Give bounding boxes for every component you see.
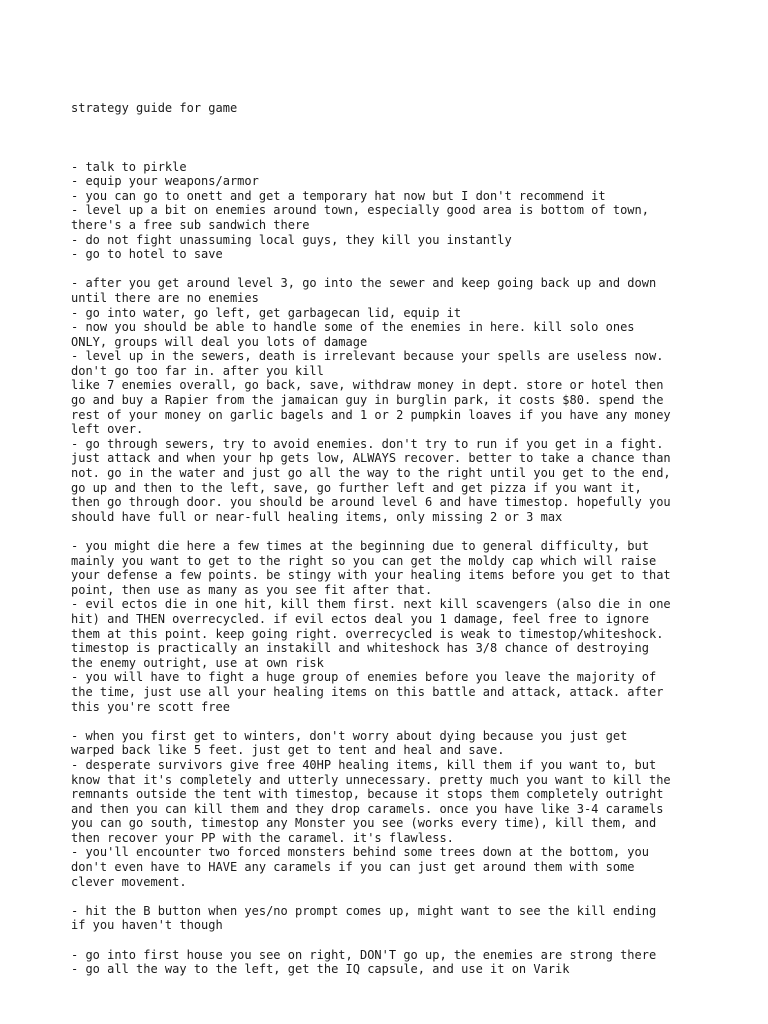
text-line: then recover your PP with the caramel. it's flawless. xyxy=(71,830,454,845)
text-line: warped back like 5 feet. just get to tent and heal and save. xyxy=(71,743,505,758)
text-line: clever movement. xyxy=(71,874,187,889)
text-line: just attack and when your hp gets low, ALWAYS recover. better to take a chance than xyxy=(71,451,671,466)
text-line: point, then use as many as you see fit after that. xyxy=(71,582,433,597)
text-line: don't go too far in. after you kill xyxy=(71,363,324,378)
text-line: - go through sewers, try to avoid enemies. don't try to run if you get in a fight. xyxy=(71,436,664,451)
guide-paragraphs xyxy=(71,160,711,977)
text-line: ONLY, groups will deal you lots of damage xyxy=(71,334,368,349)
text-line: - you can go to onett and get a temporary hat now but I don't recommend it xyxy=(71,188,606,203)
text-line: - do not fight unassuming local guys, they kill you instantly xyxy=(71,232,512,247)
text-line: them at this point. keep going right. overrecycled is weak to timestop/whiteshock. xyxy=(71,626,664,641)
guide-paragraph xyxy=(71,276,711,524)
text-line: rest of your money on garlic bagels and 1 or 2 pumpkin loaves if you have any money xyxy=(71,407,671,422)
text-line: if you haven't though xyxy=(71,918,223,933)
text-line: your defense a few points. be stingy with your healing items before you get to that xyxy=(71,568,671,583)
text-line: - after you get around level 3, go into the sewer and keep going back up and down xyxy=(71,276,657,291)
text-line: - go into water, go left, get garbagecan lid, equip it xyxy=(71,305,462,320)
text-line: - you might die here a few times at the beginning due to general difficulty, but xyxy=(71,539,649,553)
text-line: the enemy outright, use at own risk xyxy=(71,655,324,670)
text-line: there's a free sub sandwich there xyxy=(71,217,310,232)
text-line: - level up a bit on enemies around town, especially good area is bottom of town, xyxy=(71,203,649,218)
guide-paragraph xyxy=(71,904,711,933)
guide-paragraph xyxy=(71,539,711,714)
document-title: strategy guide for game xyxy=(71,101,238,116)
text-line: know that it's completely and utterly unnecessary. pretty much you want to kill the xyxy=(71,772,671,787)
text-line: - equip your weapons/armor xyxy=(71,174,259,189)
text-line: - now you should be able to handle some of the enemies in here. kill solo ones xyxy=(71,320,635,335)
text-line: mainly you want to get to the right so you can get the moldy cap which will raise xyxy=(71,553,657,568)
text-line: not. go in the water and just go all the way to the right until you get to the end, xyxy=(71,466,671,481)
text-line: don't even have to HAVE any caramels if you can just get around them with some xyxy=(71,860,635,875)
text-line: then go through door. you should be around level 6 and have timestop. hopefully you xyxy=(71,495,671,510)
text-line: - level up in the sewers, death is irrelevant because your spells are useless now. xyxy=(71,349,664,364)
text-line: - hit the B button when yes/no prompt comes up, might want to see the kill ending xyxy=(71,903,657,918)
text-line: - you'll encounter two forced monsters behind some trees down at the bottom, you xyxy=(71,845,649,860)
text-line: - go into first house you see on right, DON'T go up, the enemies are strong there xyxy=(71,947,657,962)
guide-paragraph xyxy=(71,160,711,262)
text-line: and then you can kill them and they drop caramels. once you have like 3-4 caramels xyxy=(71,801,664,816)
guide-paragraph xyxy=(71,729,711,890)
text-line: go and buy a Rapier from the jamaican guy in burglin park, it costs $80. spend the xyxy=(71,393,664,408)
text-line: should have full or near-full healing items, only missing 2 or 3 max xyxy=(71,509,563,524)
text-line: go up and then to the left, save, go further left and get pizza if you want it, xyxy=(71,480,642,495)
text-line: hit) and THEN overrecycled. if evil ectos deal you 1 damage, feel free to ignore xyxy=(71,611,649,626)
text-line: - desperate survivors give free 40HP healing items, kill them if you want to, but xyxy=(71,757,657,772)
text-line: - go to hotel to save xyxy=(71,247,223,262)
guide-paragraph xyxy=(71,948,711,977)
document-body xyxy=(71,72,711,991)
text-line: like 7 enemies overall, go back, save, withdraw money in dept. store or hotel then xyxy=(71,378,664,393)
text-line: until there are no enemies xyxy=(71,290,259,305)
text-line: you can go south, timestop any Monster you see (works every time), kill them, and xyxy=(71,816,657,831)
text-line: left over. xyxy=(71,422,144,437)
text-line: - evil ectos die in one hit, kill them first. next kill scavengers (also die in one xyxy=(71,597,671,612)
text-line: timestop is practically an instakill and whiteshock has 3/8 chance of destroying xyxy=(71,641,649,656)
text-line: - talk to pirkle xyxy=(71,159,187,174)
text-line: the time, just use all your healing items on this battle and attack, attack. after xyxy=(71,684,664,699)
text-line: remnants outside the tent with timestop, because it stops them completely outright xyxy=(71,787,664,802)
text-line: - you will have to fight a huge group of enemies before you leave the majority of xyxy=(71,670,657,685)
text-line: this you're scott free xyxy=(71,699,230,714)
text-line: - when you first get to winters, don't worry about dying because you just get xyxy=(71,728,628,743)
text-line: - go all the way to the left, get the IQ capsule, and use it on Varik xyxy=(71,962,570,977)
